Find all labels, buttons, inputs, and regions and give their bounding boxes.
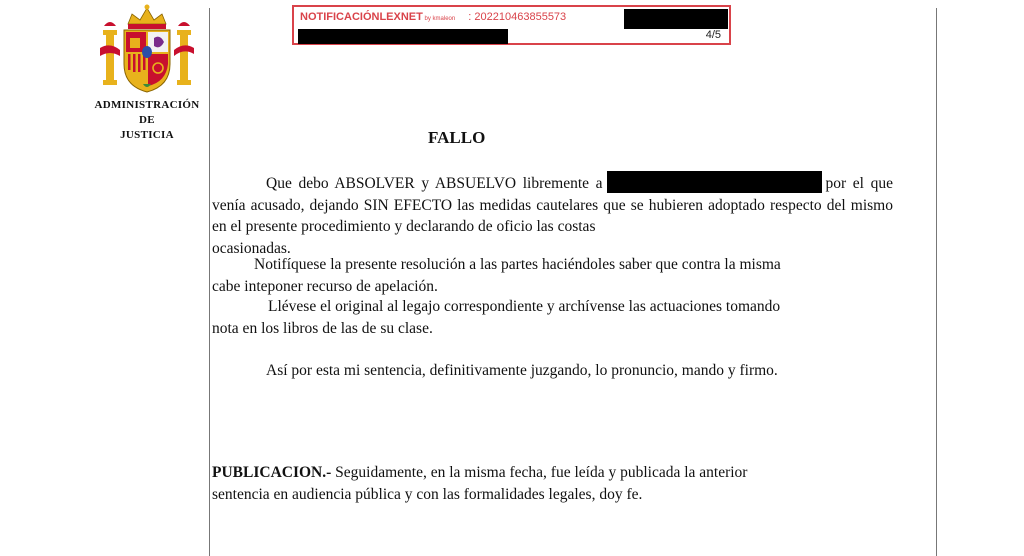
notification-text: Notifíquese la presente resolución a las partes haciéndoles saber que contra la misma xyxy=(254,256,781,273)
left-margin-rule xyxy=(209,8,210,556)
verdict-text-start: Que debo ABSOLVER y ABSUELVO libremente a xyxy=(266,175,603,192)
organization-line-1: ADMINISTRACIÓN xyxy=(94,99,200,111)
verdict-paragraph xyxy=(212,171,893,259)
publication-text-last: sentencia en audiencia pública y con las formalidades legales, doy fe. xyxy=(212,485,643,503)
publication-label: PUBLICACION.- xyxy=(212,464,332,481)
notification-text-last: cabe inteponer recurso de apelación. xyxy=(212,277,438,295)
lexnet-notification-stamp xyxy=(292,5,731,45)
redaction-block xyxy=(624,9,728,29)
organization-line-2: DE xyxy=(139,114,155,126)
organization-title xyxy=(82,98,212,143)
coat-of-arms-icon xyxy=(100,4,194,96)
page-number: 4/5 xyxy=(705,29,721,41)
stamp-product: LEXNET xyxy=(379,11,423,23)
section-heading: FALLO xyxy=(428,128,486,147)
right-margin-rule xyxy=(936,8,937,556)
redaction-block xyxy=(298,29,508,44)
stamp-header xyxy=(300,11,566,23)
notification-paragraph xyxy=(212,254,893,297)
stamp-brand: NOTIFICACIÓN xyxy=(300,11,380,23)
closing-text: Así por esta mi sentencia, definitivamente juzgando, lo pronuncio, mando y firmo. xyxy=(266,362,778,379)
redaction-block xyxy=(607,171,822,193)
publication-paragraph xyxy=(212,462,893,505)
closing-paragraph xyxy=(212,360,893,382)
archive-text-last: nota en los libros de las de su clase. xyxy=(212,319,433,337)
stamp-by: by kmaleon xyxy=(424,16,456,22)
stamp-number: 202210463855573 xyxy=(474,11,567,23)
archive-text: Llévese el original al legajo correspondiente y archívense las actuaciones tomando xyxy=(268,298,781,315)
stamp-separator: : xyxy=(468,11,472,23)
verdict-text-last: ocasionadas. xyxy=(212,239,291,257)
verdict-text-continued: por el que venía acusado, dejando SIN EFECTO las medidas cautelares que se hubieren adoptado respecto del mismo en el presente procedimiento y declarando de oficio las costas xyxy=(212,175,893,235)
organization-line-3: JUSTICIA xyxy=(120,129,174,141)
archive-paragraph xyxy=(212,296,893,339)
publication-text: Seguidamente, en la misma fecha, fue leída y publicada la anterior xyxy=(335,464,748,481)
